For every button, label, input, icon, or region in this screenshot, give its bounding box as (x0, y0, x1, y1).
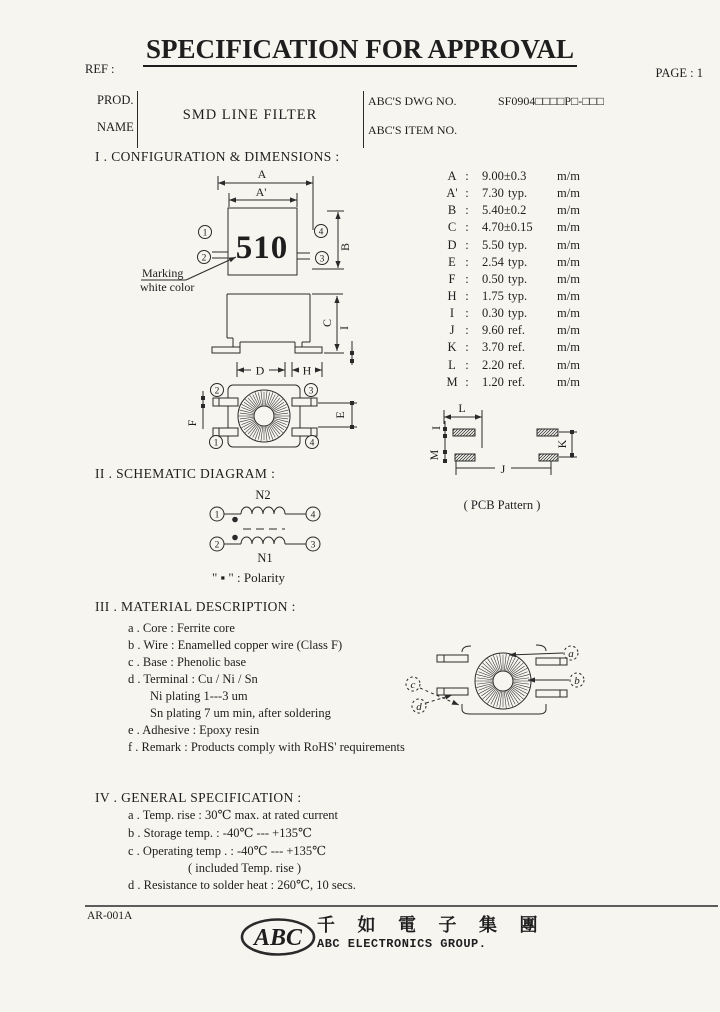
dim-value: 5.50 (482, 237, 504, 252)
pin-2-label: 2 (201, 253, 207, 264)
marking-note-line1: Marking (142, 266, 184, 280)
section3-heading: III . MATERIAL DESCRIPTION : (95, 599, 296, 614)
material-item: Ni plating 1---3 um (150, 689, 248, 703)
dim-unit: m/m (557, 169, 580, 183)
dim-symbol: I (449, 306, 455, 321)
dim-symbol: C (447, 220, 457, 235)
pin-1-label: 1 (214, 510, 220, 521)
pin-3-label: 3 (319, 254, 325, 265)
dim-symbol: D (447, 237, 457, 252)
prod-label-line2: NAME (97, 120, 134, 134)
dim-symbol: J (449, 323, 455, 338)
dim-unit: m/m (557, 186, 580, 201)
pin-4-label: 4 (318, 227, 324, 238)
dim-unit: m/m (557, 254, 580, 269)
dimension-row: A' : 7.30 typ. m/m (444, 185, 580, 202)
pin-1-label: 1 (213, 438, 219, 449)
dim-unit: m/m (557, 357, 580, 372)
pin-2-label: 2 (214, 540, 220, 551)
dim-label-J: J (500, 462, 506, 476)
dim-unit: m/m (557, 288, 580, 303)
general-spec-item: d . Resistance to solder heat : 260℃, 10 secs. (128, 878, 356, 892)
dim-value: 0.50 (482, 271, 504, 286)
pin-2-label: 2 (214, 386, 220, 397)
dim-label-A-prime: A' (255, 185, 267, 199)
part-marking: 510 (235, 230, 289, 266)
dim-symbol: K (447, 340, 457, 355)
winding-n2-label: N2 (255, 488, 271, 502)
polarity-dot (232, 517, 238, 523)
dim-symbol: F (448, 271, 456, 286)
dimension-row: D : 5.50 typ. m/m (444, 237, 580, 254)
company-name-chinese: 千 如 電 子 集 團 (317, 915, 547, 935)
material-item: e . Adhesive : Epoxy resin (128, 723, 260, 737)
dim-value: 2.54 (482, 254, 504, 269)
figure-label-d: d (416, 701, 422, 713)
dim-value: 2.20 (482, 357, 504, 372)
footer-art (85, 906, 718, 955)
pcb-pattern-caption: ( PCB Pattern ) (463, 498, 541, 512)
material-figure (406, 645, 584, 714)
material-item: d . Terminal : Cu / Ni / Sn (128, 672, 258, 686)
dim-unit: m/m (557, 203, 580, 218)
form-code: AR-001A (87, 910, 133, 922)
dim-unit: m/m (557, 237, 580, 252)
dimension-row: H : 1.75 typ. m/m (444, 288, 580, 305)
dim-label-E: E (333, 411, 347, 419)
material-item: f . Remark : Products comply with RoHS' requirements (128, 740, 405, 754)
marking-note-line2: white color (140, 280, 195, 294)
pin-4-label: 4 (309, 438, 315, 449)
figure-label-b: b (574, 675, 580, 687)
winding-coil (241, 507, 285, 514)
dimension-row: C : 4.70±0.15 m/m (444, 219, 580, 236)
dimension-row: J : 9.60 ref. m/m (444, 322, 580, 339)
dim-unit: m/m (557, 340, 580, 355)
dim-value: 5.40±0.2 (482, 203, 527, 218)
dwg-no-label: ABC'S DWG NO. (368, 94, 457, 108)
dwg-no-value: SF0904□□□□P□-□□□ (498, 94, 605, 108)
dim-unit: m/m (557, 374, 580, 389)
dim-label-D: D (255, 363, 265, 378)
dim-label-M: M (427, 449, 441, 461)
product-name: SMD LINE FILTER (182, 107, 318, 123)
schematic-drawing (210, 488, 320, 565)
dim-unit: m/m (557, 271, 580, 286)
dim-value: 9.60 (482, 323, 504, 338)
side-view-drawing (212, 294, 354, 378)
dim-symbol: B (447, 203, 457, 218)
section2-heading: II . SCHEMATIC DIAGRAM : (95, 466, 276, 481)
dim-value: 1.20 (482, 374, 504, 389)
general-spec-item: b . Storage temp. : -40℃ --- +135℃ (128, 826, 312, 840)
dim-value: 4.70±0.15 (482, 220, 533, 235)
dim-label-K: K (555, 439, 569, 449)
section4-heading: IV . GENERAL SPECIFICATION : (95, 790, 302, 805)
dim-unit: m/m (557, 323, 580, 338)
dim-symbol: M (446, 374, 458, 389)
toroid-core (475, 653, 531, 709)
dimension-row: F : 0.50 typ. m/m (444, 271, 580, 288)
pin-3-label: 3 (310, 540, 316, 551)
material-item: Sn plating 7 um min, after soldering (150, 706, 331, 720)
winding-n1-label: N1 (257, 551, 273, 565)
general-spec-item: ( included Temp. rise ) (188, 861, 302, 875)
toroid-core (238, 390, 290, 442)
dim-symbol: L (448, 357, 456, 372)
dim-symbol: E (448, 254, 456, 269)
dim-value: 0.30 (482, 306, 504, 321)
dimension-row: B : 5.40±0.2 m/m (444, 202, 580, 219)
dim-label-C: C (320, 318, 334, 328)
dim-label-F: F (185, 419, 199, 427)
figure-label-a: a (568, 648, 574, 660)
dim-value: 1.75 (482, 288, 504, 303)
dimension-row: A : 9.00±0.3 m/m (444, 168, 580, 185)
dim-value: 3.70 (482, 340, 504, 355)
company-name-english: ABC ELECTRONICS GROUP. (317, 937, 487, 951)
ref-label: REF : (85, 62, 115, 76)
dimension-row: M : 1.20 ref. m/m (444, 374, 580, 391)
dim-unit: m/m (557, 220, 580, 235)
pin-1-label: 1 (202, 228, 208, 239)
pcb-pattern-drawing (427, 401, 577, 512)
dimension-row: K : 3.70 ref. m/m (444, 339, 580, 356)
page-title: SPECIFICATION FOR APPROVAL (0, 33, 720, 67)
dim-label-H: H (302, 363, 312, 378)
material-item: b . Wire : Enamelled copper wire (Class F) (128, 638, 343, 652)
dim-symbol: A (447, 169, 457, 183)
material-item: c . Base : Phenolic base (128, 655, 247, 669)
dim-value: 9.00±0.3 (482, 169, 527, 183)
dim-label-L: L (458, 401, 466, 415)
material-item: a . Core : Ferrite core (128, 621, 235, 635)
dim-value: 7.30 (482, 186, 504, 201)
dim-label-A: A (257, 167, 267, 181)
polarity-note: " ▪ " : Polarity (212, 570, 285, 585)
company-logo-text: ABC (253, 925, 303, 951)
section1-heading: I . CONFIGURATION & DIMENSIONS : (95, 149, 340, 164)
dimension-row: I : 0.30 typ. m/m (444, 305, 580, 322)
pin-4-label: 4 (310, 510, 316, 521)
dim-symbol: H (447, 288, 457, 303)
polarity-dot (232, 535, 238, 541)
dim-label-I: I (337, 326, 351, 330)
pin-3-label: 3 (308, 386, 314, 397)
general-spec-item: a . Temp. rise : 30℃ max. at rated current (128, 808, 339, 822)
dim-label-I: I (429, 426, 443, 430)
figure-label-c: c (410, 679, 416, 691)
dim-unit: m/m (557, 306, 580, 321)
dimension-row: L : 2.20 ref. m/m (444, 357, 580, 374)
winding-coil (241, 537, 285, 544)
prod-label-line1: PROD. (97, 93, 134, 107)
top-view-drawing (140, 167, 352, 294)
general-spec-item: c . Operating temp . : -40℃ --- +135℃ (128, 844, 327, 858)
item-no-label: ABC'S ITEM NO. (368, 123, 458, 137)
dim-label-B: B (338, 242, 352, 252)
dimension-row: E : 2.54 typ. m/m (444, 254, 580, 271)
bottom-view-drawing (185, 384, 357, 449)
page-number: PAGE : 1 (655, 66, 703, 80)
dim-symbol: A' (446, 186, 458, 201)
